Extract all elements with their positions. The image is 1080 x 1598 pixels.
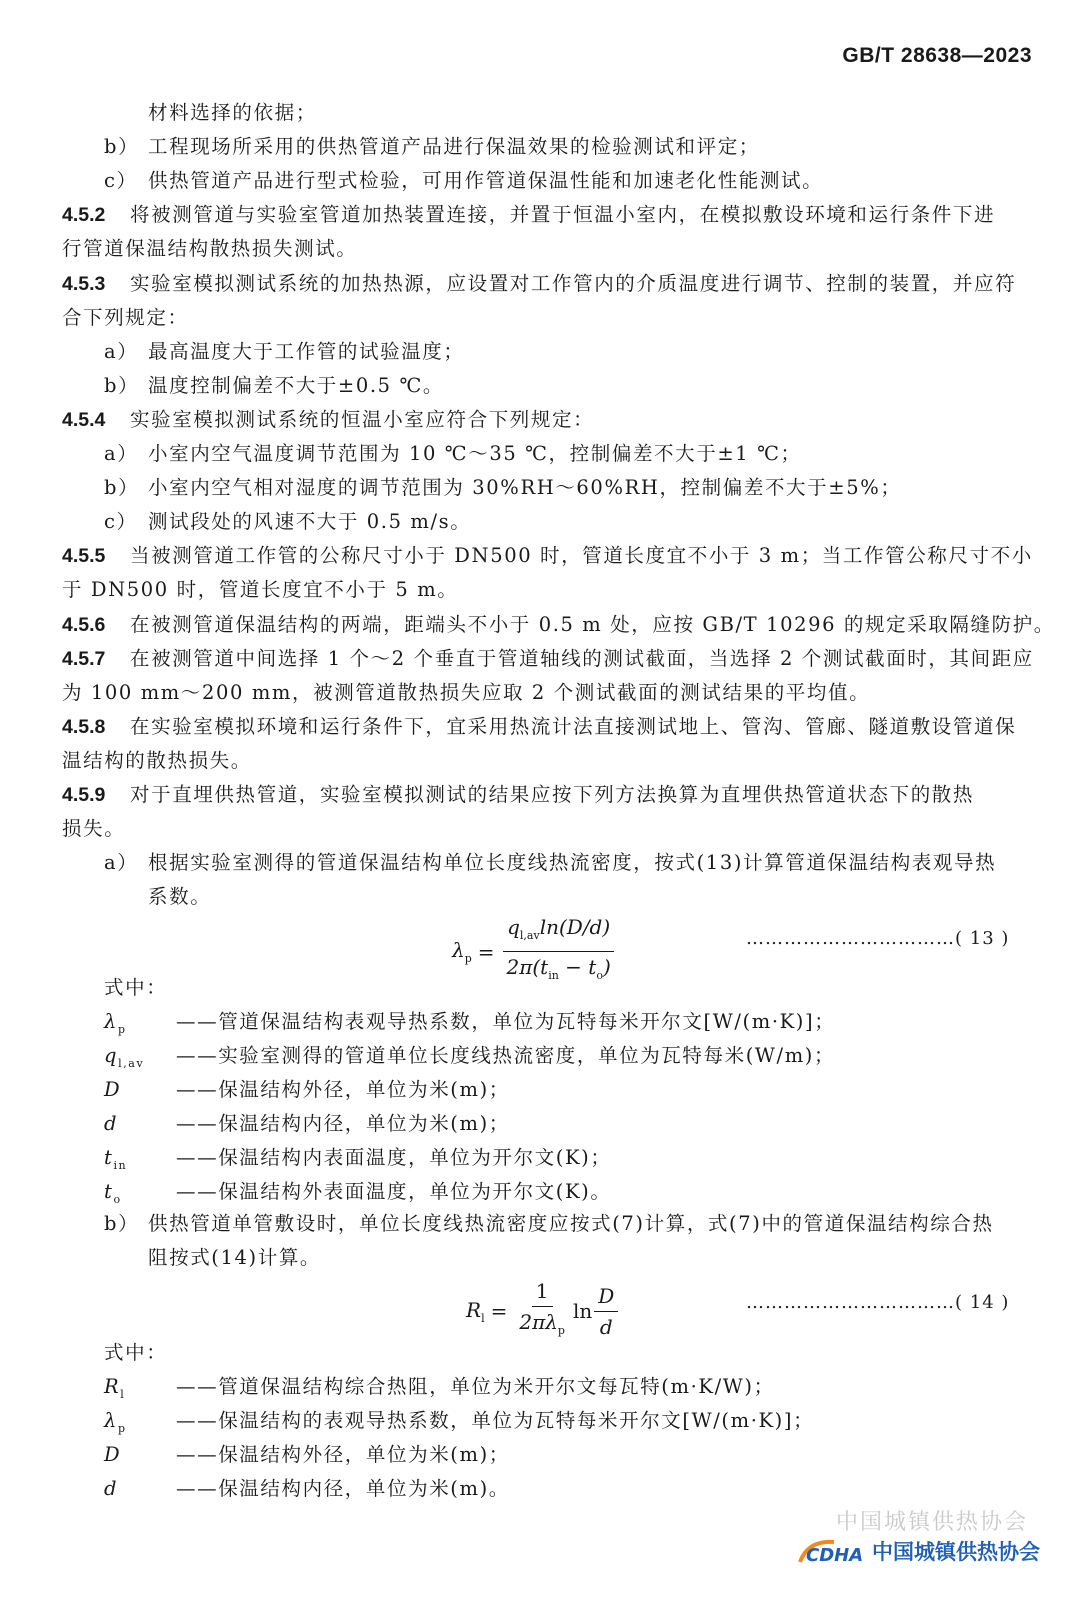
line-text: 行管道保温结构散热损失测试。 <box>62 237 358 261</box>
line-text: 实验室模拟测试系统的恒温小室应符合下列规定： <box>130 407 595 431</box>
svg-text:CDHA: CDHA <box>806 1545 864 1566</box>
formula-14-lhs: $R_l$ <box>466 1297 485 1325</box>
list-item-b-wrap: 阻按式(14)计算。 <box>148 1246 322 1269</box>
clause-line <box>62 267 1040 301</box>
symbol: $t_{in}$ <box>104 1146 128 1172</box>
symbol: D <box>104 1078 122 1101</box>
line-text: 对于直埋供热管道，实验室模拟测试的结果应按下列方法换算为直埋供热管道状态下的散热 <box>130 783 975 806</box>
list-item <box>104 471 1040 505</box>
clause-line <box>62 642 1040 676</box>
association-logo <box>794 1534 1040 1568</box>
list-item <box>104 369 1040 403</box>
list-item <box>104 505 1040 539</box>
text-line <box>148 880 1040 914</box>
formula-14-fraction-2: $\frac{D}{d}$ <box>594 1281 618 1342</box>
definition-text: ——保温结构外径，单位为米(m)； <box>176 1078 510 1101</box>
clause-line <box>62 608 1055 642</box>
line-text: 温度控制偏差不大于±0.5 ℃。 <box>148 373 444 397</box>
symbol: $\lambda_p$ <box>104 1409 127 1435</box>
line-text: 小室内空气温度调节范围为 10 ℃～35 ℃，控制偏差不大于±1 ℃； <box>148 442 802 465</box>
line-text: 最高温度大于工作管的试验温度； <box>148 339 465 363</box>
list-item <box>104 437 1040 471</box>
symbol: $R_l$ <box>104 1375 126 1401</box>
line-text: 工程现场所采用的供热管道产品进行保温效果的检验测试和评定； <box>148 135 760 159</box>
list-item <box>104 335 1040 369</box>
line-text: 在被测管道中间选择 1 个～2 个垂直于管道轴线的测试截面，当选择 2 个测试截面时，其间距应 <box>130 646 1034 670</box>
line-text: 在实验室模拟环境和运行条件下，宜采用热流计法直接测试地上、管沟、管廊、隧道敷设管道保 <box>130 714 1017 738</box>
text-line <box>62 676 1040 710</box>
symbol: $t_o$ <box>104 1180 122 1206</box>
clause-number: 4.5.9 <box>62 784 106 806</box>
symbol: $\lambda_p$ <box>104 1010 127 1036</box>
symbol: D <box>104 1443 122 1466</box>
clause-number: 4.5.7 <box>62 647 106 670</box>
line-text: 当被测管道工作管的公称尺寸小于 DN500 时，管道长度宜不小于 3 m；当工作管公称尺寸不小 <box>130 544 1033 568</box>
clause-line <box>62 198 1040 232</box>
clause-number: 4.5.5 <box>62 545 106 568</box>
clause-line <box>62 539 1040 573</box>
clause-line <box>62 403 1040 437</box>
line-text: 材料选择的依据； <box>148 101 317 124</box>
formula-13-lhs: $\lambda_p$ <box>452 938 472 965</box>
text-line <box>62 232 1040 266</box>
symbol: d <box>104 1477 119 1500</box>
symbol: $q_{l,av}$ <box>104 1044 145 1070</box>
clause-line <box>62 710 1040 744</box>
definition-text: ——保温结构内表面温度，单位为开尔文(K)； <box>176 1146 612 1169</box>
clause-number: 4.5.2 <box>62 204 106 227</box>
where-label-13: 式中： <box>104 976 168 999</box>
clause-line <box>62 778 1040 812</box>
clause-number: 4.5.6 <box>62 613 106 636</box>
list-label: a） <box>104 442 139 465</box>
list-item <box>104 846 1040 880</box>
definition-text: ——保温结构外表面温度，单位为开尔文(K)。 <box>176 1180 612 1203</box>
line-text: 实验室模拟测试系统的加热热源，应设置对工作管内的介质温度进行调节、控制的装置，并应符 <box>130 271 1017 295</box>
symbol-definition <box>104 1472 1040 1506</box>
formula-14-number: ……………………………( 14 ) <box>746 1292 1010 1313</box>
symbol-definition <box>104 1107 1040 1141</box>
text-line <box>62 573 1040 607</box>
definition-text: ——保温结构的表观导热系数，单位为瓦特每米开尔文[W/(m·K)]； <box>176 1409 815 1432</box>
where-label-14: 式中： <box>104 1341 168 1364</box>
clause-number: 4.5.8 <box>62 715 106 738</box>
text-line <box>62 301 1040 335</box>
clause-number: 4.5.3 <box>62 272 106 295</box>
line-text: 系数。 <box>148 885 212 909</box>
definition-text: ——实验室测得的管道单位长度线热流密度，单位为瓦特每米(W/m)； <box>176 1044 836 1067</box>
formula-13-number: ……………………………( 13 ) <box>746 928 1010 949</box>
list-label: c） <box>104 510 138 534</box>
cdha-logo-icon <box>794 1534 872 1568</box>
symbol-definition <box>104 1438 1040 1472</box>
line-text: 于 DN500 时，管道长度宜不小于 5 m。 <box>62 578 459 602</box>
list-item <box>104 164 1040 198</box>
list-item <box>104 130 1040 164</box>
symbol-definition <box>104 1073 1040 1107</box>
definition-text: ——管道保温结构综合热阻，单位为米开尔文每瓦特(m·K/W)； <box>176 1375 775 1398</box>
text-line <box>62 744 1040 778</box>
line-text: 损失。 <box>62 817 126 841</box>
text-line <box>62 812 1040 846</box>
line-text: 测试段处的风速不大于 0.5 m/s。 <box>148 510 472 534</box>
definition-text: ——保温结构外径，单位为米(m)； <box>176 1443 510 1466</box>
definition-text: ——管道保温结构表观导热系数，单位为瓦特每米开尔文[W/(m·K)]； <box>176 1010 836 1033</box>
list-item-b: b） 供热管道单管敷设时，单位长度线热流密度应按式(7)计算，式(7)中的管道保温结构综合热 <box>104 1212 994 1235</box>
list-label: b） <box>104 135 140 159</box>
standard-code: GB/T 28638—2023 <box>842 44 1032 67</box>
line-text: 供热管道产品进行型式检验，可用作管道保温性能和加速老化性能测试。 <box>148 169 824 193</box>
watermark-text: 中国城镇供热协会 <box>835 1510 1028 1535</box>
line-text: 温结构的散热损失。 <box>62 748 252 772</box>
line-text: 根据实验室测得的管道保温结构单位长度线热流密度，按式(13)计算管道保温结构表观导热 <box>148 851 997 875</box>
list-label: a） <box>104 851 139 875</box>
definition-text: ——保温结构内径，单位为米(m)。 <box>176 1477 510 1500</box>
formula-13-fraction: $\frac{q_{l,av}\ln(D/d)}{2\pi(t_{in} - t_o)}$ <box>503 912 615 991</box>
list-label: a） <box>104 339 139 363</box>
logo-text: 中国城镇供热协会 <box>872 1540 1040 1564</box>
list-label: c） <box>104 169 138 193</box>
formula-14: $R_l$ = $\frac{1}{2\pi\lambda_p}$ ln $\frac{D}{d}$ <box>466 1276 618 1346</box>
formula-13: $\lambda_p$ = $\frac{q_{l,av}\ln(D/d)}{2\pi(t_{in} - t_o)}$ <box>452 912 615 991</box>
list-label: b） <box>104 373 140 397</box>
line-text: 将被测管道与实验室管道加热装置连接，并置于恒温小室内，在模拟敷设环境和运行条件下进 <box>130 203 996 227</box>
symbol: d <box>104 1112 119 1135</box>
clause-number: 4.5.4 <box>62 408 106 431</box>
line-text: 小室内空气相对湿度的调节范围为 30%RH～60%RH，控制偏差不大于±5%； <box>148 476 902 500</box>
line-text: 合下列规定： <box>62 305 189 329</box>
definition-text: ——保温结构内径，单位为米(m)； <box>176 1112 510 1135</box>
formula-14-fraction-1: $\frac{1}{2\pi\lambda_p}$ <box>515 1276 569 1346</box>
line-text: 为 100 mm～200 mm，被测管道散热损失应取 2 个测试截面的测试结果的平均值。 <box>62 680 871 704</box>
text-line <box>148 96 1040 130</box>
list-label: b） <box>104 476 140 500</box>
line-text: 在被测管道保温结构的两端，距端头不小于 0.5 m 处，应按 GB/T 10296 的规定采取隔缝防护。 <box>130 612 1055 636</box>
